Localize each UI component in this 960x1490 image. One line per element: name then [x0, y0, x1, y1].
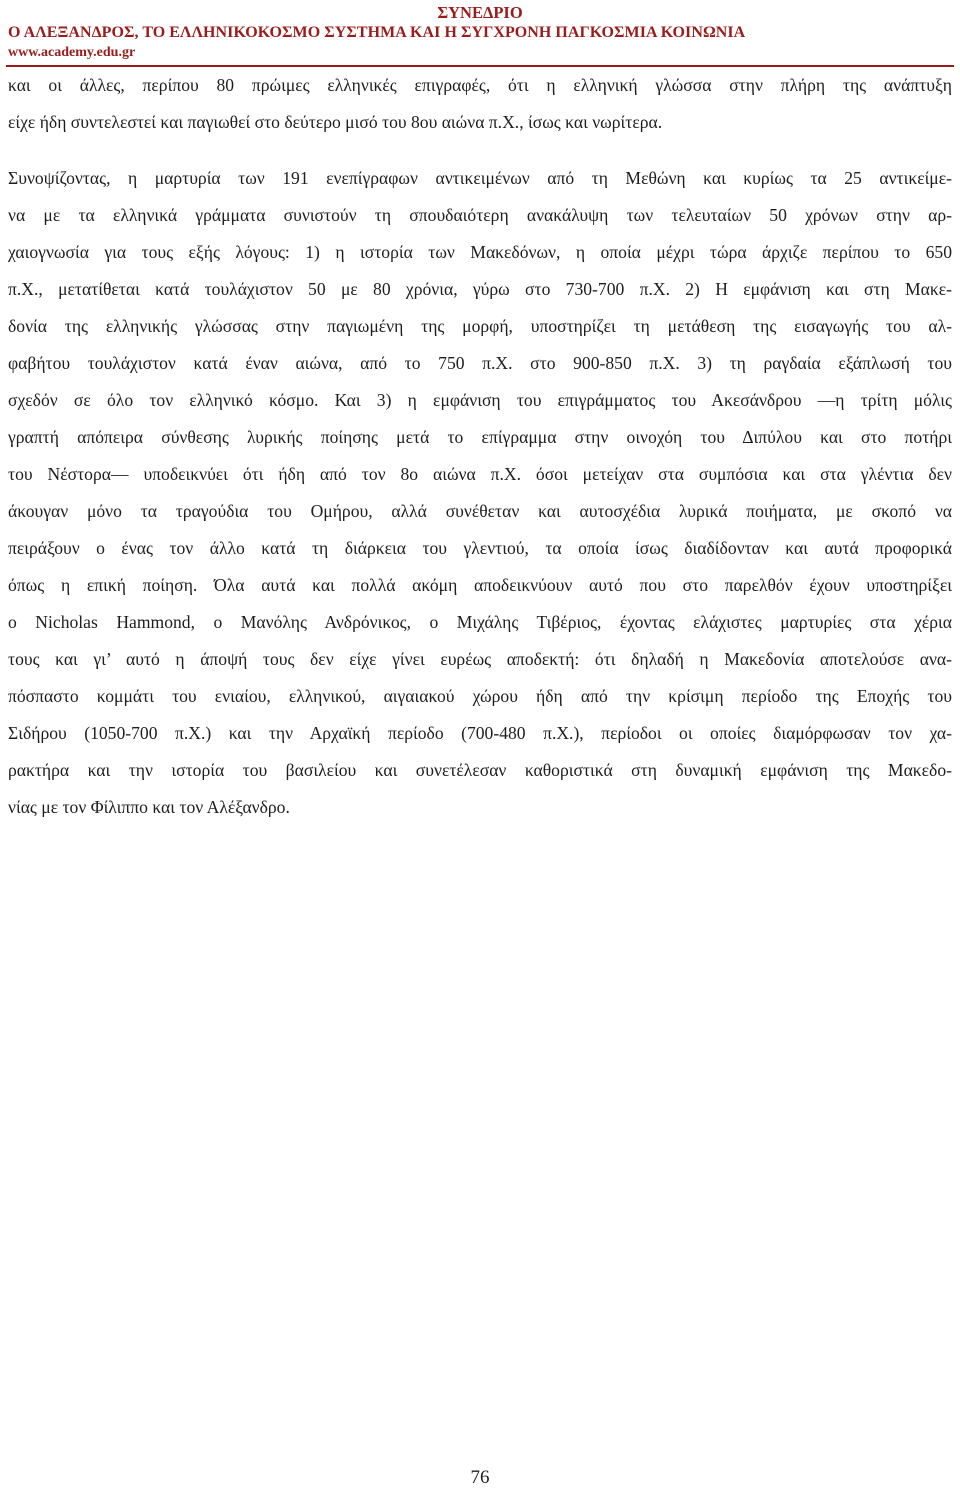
- conference-title: ΣΥΝΕΔΡΙΟ: [437, 3, 523, 22]
- paragraph-line: του Νέστορα— υποδεικνύει ότι ήδη από τον 8ο αιώνα π.Χ. όσοι μετείχαν στα συμπόσια και στα γλέντια δεν: [8, 464, 952, 484]
- paragraph-line: νίας με τον Φίλιππο και τον Αλέξανδρο.: [8, 797, 290, 817]
- paragraph-line: φαβήτου τουλάχιστον κατά έναν αιώνα, από το 750 π.Χ. στο 900-850 π.Χ. 3) τη ραγδαία εξάπλωσή του: [8, 353, 952, 373]
- page-number: 76: [470, 1467, 490, 1488]
- paragraph-line: πόσπαστο κομμάτι του ενιαίου, ελληνικού, αιγαιακού χώρου ήδη από την κρίσιμη περίοδο της Εποχής του: [8, 686, 952, 706]
- paragraph-line: όπως η επική ποίηση. Όλα αυτά και πολλά ακόμη αποδεικνύουν αυτό που στο παρελθόν έχουν υποστηρίξει: [8, 575, 952, 595]
- paragraph-line: είχε ήδη συντελεστεί και παγιωθεί στο δεύτερο μισό του 8ου αιώνα π.Χ., ίσως και νωρίτερα.: [8, 112, 663, 132]
- paragraph-line: π.Χ., μετατίθεται κατά τουλάχιστον 50 με 80 χρόνια, γύρω στο 730-700 π.Χ. 2) Η εμφάνιση και στη Μακε-: [8, 279, 952, 299]
- paragraph-line: ο Nicholas Hammond, ο Μανόλης Ανδρόνικος, ο Μιχάλης Τιβέριος, έχοντας ελάχιστες μαρτυρίες στα χέρια: [8, 612, 952, 632]
- conference-subtitle: Ο ΑΛΕΞΑΝΔΡΟΣ, ΤΟ ΕΛΛΗΝΙΚΟΚΟΣΜΟ ΣΥΣΤΗΜΑ ΚΑΙ Η ΣΥΓΧΡΟΝΗ ΠΑΓΚΟΣΜΙΑ ΚΟΙΝΩΝΙΑ: [8, 24, 746, 41]
- paragraph-line: Σιδήρου (1050-700 π.Χ.) και την Αρχαϊκή περίοδο (700-480 π.Χ.), περίοδοι οι οποίες διαμόρφωσαν τον χα-: [8, 723, 952, 743]
- paragraph-line: ρακτήρα και την ιστορία του βασιλείου και συνετέλεσαν καθοριστικά στη δυναμική εμφάνιση της Μακεδο-: [8, 760, 952, 780]
- paragraph-line: άκουγαν μόνο τα τραγούδια του Ομήρου, αλλά συνέθεταν και αυτοσχέδια λυρικά ποιήματα, με σκοπό να: [8, 501, 952, 521]
- paragraph-line: τους και γι’ αυτό η άποψή τους δεν είχε γίνει ευρέως αποδεκτή: ότι δηλαδή η Μακεδονία αποτελούσε ανα-: [8, 649, 952, 669]
- paragraph-2: [8, 160, 952, 826]
- paragraph-line: και οι άλλες, περίπου 80 πρώιμες ελληνικές επιγραφές, ότι η ελληνική γλώσσα στην πλήρη της ανάπτυξη: [8, 75, 952, 95]
- paragraph-line: Συνοψίζοντας, η μαρτυρία των 191 ενεπίγραφων αντικειμένων από τη Μεθώνη και κυρίως τα 25 αντικείμε-: [8, 168, 952, 188]
- paragraph-line: να με τα ελληνικά γράμματα συνιστούν τη σπουδαιότερη ανακάλυψη των τελευταίων 50 χρόνων στην αρ-: [8, 205, 952, 225]
- paragraph-line: δονία της ελληνικής γλώσσας στην παγιωμένη της μορφή, υποστηρίζει τη μετάθεση της εισαγωγής του αλ-: [8, 316, 952, 336]
- paragraph-line: σχεδόν σε όλο τον ελληνικό κόσμο. Και 3) η εμφάνιση του επιγράμματος του Ακεσάνδρου —η τρίτη μόλις: [8, 390, 952, 410]
- paragraph-line: χαιογνωσία για τους εξής λόγους: 1) η ιστορία των Μακεδόνων, η οποία μέχρι τώρα άρχιζε περίπου το 650: [8, 242, 952, 262]
- paragraph-line: πειράξουν ο ένας τον άλλο κατά τη διάρκεια του γλεντιού, τα οποία ίσως διαδίδονταν και αυτά προφορικά: [8, 538, 952, 558]
- website-url: www.academy.edu.gr: [8, 45, 136, 60]
- paragraph-line: γραπτή απόπειρα σύνθεσης λυρικής ποίησης μετά το επίγραμμα στην οινοχόη του Διπύλου και στο ποτήρι: [8, 427, 952, 447]
- paragraph-1: [8, 67, 952, 141]
- document-header: [0, 2, 960, 66]
